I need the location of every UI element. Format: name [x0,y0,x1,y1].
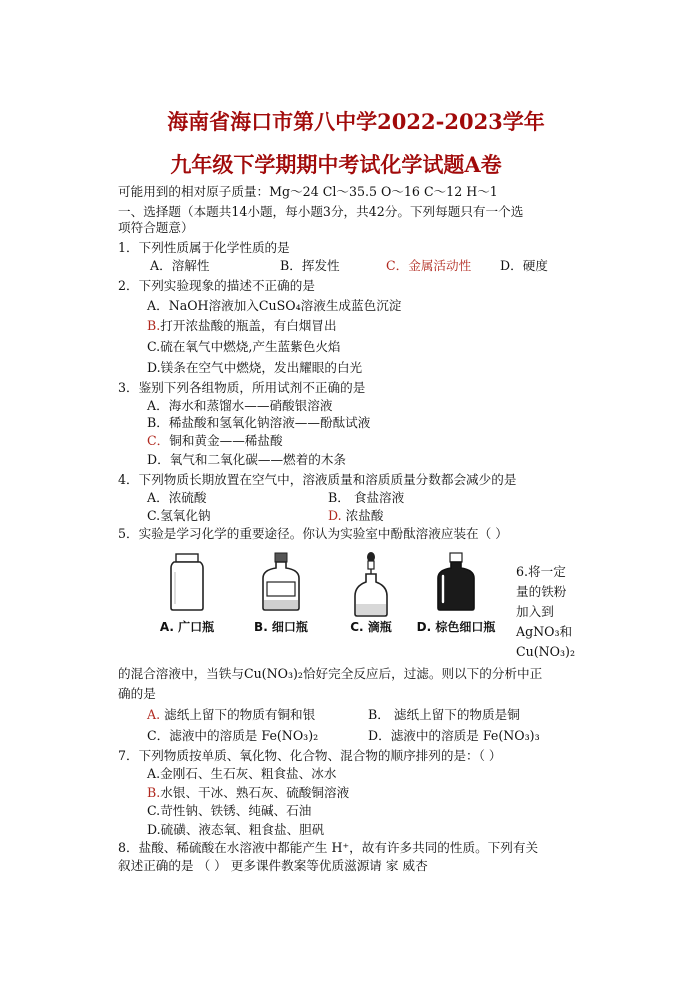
q3-option-a: A．海水和蒸馏水——硝酸银溶液 [147,398,333,413]
q3-option-b: B．稀盐酸和氢氧化钠溶液——酚酞试液 [147,415,371,430]
q6-side-line-2: 量的铁粉 [516,584,567,599]
q6-side-line-5: Cu(NO₃)₂ [516,644,576,659]
q6-side-line-1: 6.将一定 [516,564,566,579]
exam-title-line1: 海南省海口市第八中学2022-2023学年 [167,109,545,134]
atomic-masses: 可能用到的相对原子质量：Mg～24 Cl～35.5 O～16 C～12 H～1 [118,184,498,199]
q1-option-d: D．硬度 [500,258,548,273]
q6-option-a-text: 滤纸上留下的物质有铜和银 [160,707,316,722]
q7-option-d: D.硫磺、液态氧、粗食盐、胆矾 [147,822,325,837]
q5-stem: 5．实验是学习化学的重要途径。你认为实验室中酚酞溶液应装在（ ） [118,526,508,541]
q8-stem-cont: 叙述正确的是 （ ） 更多课件教案等优质滋源请 家 威杏 [118,858,428,873]
narrow-mouth-bottle-icon [259,552,303,612]
q1-option-a: A．溶解性 [150,258,210,273]
brown-narrow-bottle [406,552,506,635]
q4-option-a: A．浓硫酸 [147,490,207,505]
q6-option-b: B． 滤纸上留下的物质是铜 [368,707,520,722]
q6-stem-cont2: 确的是 [118,686,156,701]
q6-side-line-4: AgNO₃和 [516,624,573,639]
q6-option-d: D．滤液中的溶质是 Fe(NO₃)₃ [368,728,540,743]
q6-side-line-3: 加入到 [516,604,554,619]
q7-option-b-text: 水银、干冰、熟石灰、硫酸铜溶液 [160,785,350,800]
q4-option-d-text: 浓盐酸 [341,508,384,523]
bottle-figure [148,552,508,642]
q6-side-text [516,562,586,662]
q8-stem: 8．盐酸、稀硫酸在水溶液中都能产生 H⁺，故有许多共同的性质。下列有关 [118,840,539,855]
brown-narrow-bottle-icon [434,552,478,612]
section-heading-cont: 项符合题意） [118,220,194,235]
q6-option-c: C．滤液中的溶质是 Fe(NO₃)₂ [147,728,319,743]
q3-option-c [147,433,283,449]
q4-option-d [328,508,383,524]
wide-mouth-bottle-label: A. 广口瓶 [159,620,215,634]
q7-stem: 7．下列物质按单质、氧化物、化合物、混合物的顺序排列的是：（ ） [118,748,502,763]
q2-option-b-text: 打开浓盐酸的瓶盖，有白烟冒出 [160,318,337,333]
q4-option-b: B． 食盐溶液 [328,490,405,505]
q1-stem: 1．下列性质属于化学性质的是 [118,240,290,255]
q2-option-b-letter: B. [147,318,161,333]
q2-option-a: A．NaOH溶液加入CuSO₄溶液生成蓝色沉淀 [147,298,402,313]
q7-option-a: A.金刚石、生石灰、粗食盐、冰水 [147,766,337,781]
q7-option-b [147,785,349,801]
q3-stem: 3．鉴别下列各组物质，所用试剂不正确的是 [118,380,366,395]
q3-option-c-letter: C． [147,433,170,448]
dropper-bottle-icon [351,552,391,618]
q2-option-b [147,318,337,334]
q4-option-d-letter: D. [328,508,342,523]
q3-option-c-text: 铜和黄金——稀盐酸 [169,433,283,448]
narrow-mouth-bottle [236,552,326,635]
q2-stem: 2．下列实验现象的描述不正确的是 [118,278,315,293]
narrow-mouth-bottle-label: B. 细口瓶 [254,620,308,634]
q7-option-b-letter: B. [147,785,161,800]
q6-stem-cont: 的混合溶液中，当铁与Cu(NO₃)₂恰好完全反应后，过滤。则以下的分析中正 [118,666,543,681]
q2-option-c: C.硫在氧气中燃烧,产生蓝紫色火焰 [147,339,341,354]
q2-option-d: D.镁条在空气中燃烧，发出耀眼的白光 [147,360,363,375]
q1-option-c: C．金属活动性 [386,258,472,273]
section-heading: 一、选择题（本题共14小题，每小题3分，共42分。下列每题只有一个选 [118,204,524,219]
q7-option-c: C.苛性钠、铁锈、纯碱、石油 [147,803,312,818]
q1-option-b: B．挥发性 [280,258,340,273]
q3-option-d: D．氧气和二氧化碳——燃着的木条 [147,452,347,467]
dropper-bottle [332,552,410,635]
q6-option-a-letter: A. [147,707,161,722]
q4-option-c: C.氢氧化钠 [147,508,211,523]
q4-stem: 4．下列物质长期放置在空气中，溶液质量和溶质质量分数都会减少的是 [118,472,517,487]
wide-mouth-bottle [148,552,226,635]
q6-option-a [147,707,315,723]
exam-title-line2: 九年级下学期期中考试化学试题A卷 [170,152,502,177]
dropper-bottle-label: C. 滴瓶 [350,620,392,634]
wide-mouth-bottle-icon [167,552,207,612]
brown-narrow-bottle-label: D. 棕色细口瓶 [416,620,496,634]
